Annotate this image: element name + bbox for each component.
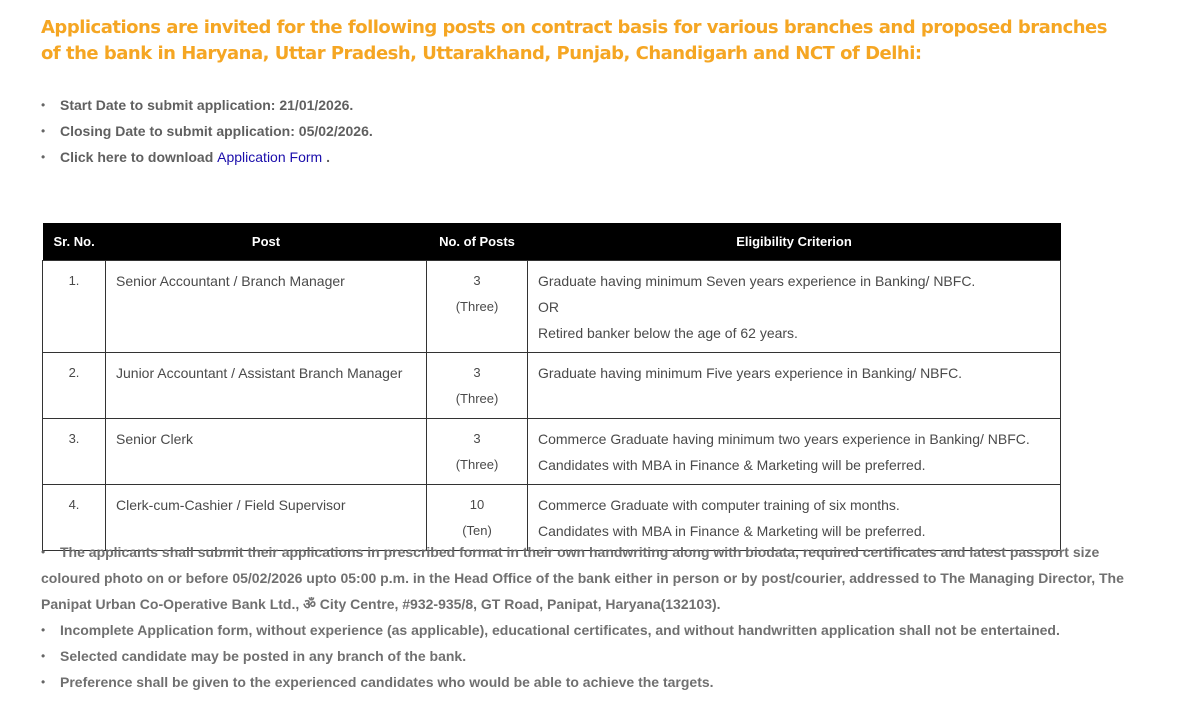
note-item: • Selected candidate may be posted in any branch of the bank. xyxy=(41,643,1151,669)
post-count xyxy=(427,353,528,419)
criterion-line: OR xyxy=(538,299,559,315)
table-row xyxy=(43,419,1061,485)
posts-table xyxy=(42,223,1061,551)
start-date: • Start Date to submit application: 21/01/2026. xyxy=(41,92,373,118)
download-prefix: Click here to download xyxy=(60,149,218,165)
sr-no: 3. xyxy=(43,419,106,485)
count-value: 3 xyxy=(473,365,481,380)
info-list xyxy=(41,92,373,170)
count-words: (Three) xyxy=(455,457,499,472)
table-row xyxy=(43,261,1061,353)
criterion-line: Commerce Graduate with computer training of six months. xyxy=(538,497,900,513)
post-name: Senior Accountant / Branch Manager xyxy=(106,261,427,353)
criterion-line: Graduate having minimum Seven years experience in Banking/ NBFC. xyxy=(538,273,976,289)
eligibility xyxy=(528,261,1061,353)
count-value: 3 xyxy=(473,431,481,446)
download-suffix: . xyxy=(322,149,330,165)
post-name: Clerk-cum-Cashier / Field Supervisor xyxy=(106,485,427,551)
application-form-link[interactable]: Application Form xyxy=(217,149,323,165)
note-item: • Incomplete Application form, without experience (as applicable), educational certificates, and without handwritten application shall not be entertained. xyxy=(41,617,1151,643)
closing-date: • Closing Date to submit application: 05/02/2026. xyxy=(41,118,373,144)
note-item: • The applicants shall submit their applications in prescribed format in their own handwriting along with biodata, required certificates and latest passport size coloured photo on or before 05/02/2026 upto 05:00 p.m. in the Head Office of the bank either in person or by post/courier, addressed to The Managing Director, The Panipat Urban Co-Operative Bank Ltd., ॐ City Centre, #932-935/8, GT Road, Panipat, Haryana(132103). xyxy=(41,539,1151,617)
download-item xyxy=(41,144,373,170)
table-header-row xyxy=(43,223,1061,261)
sr-no: 2. xyxy=(43,353,106,419)
count-value: 3 xyxy=(473,273,481,288)
header-no-of-posts: No. of Posts xyxy=(427,223,528,261)
eligibility xyxy=(528,353,1061,419)
note-item: • Preference shall be given to the experienced candidates who would be able to achieve the targets. xyxy=(41,669,1151,695)
sr-no: 4. xyxy=(43,485,106,551)
criterion-line: Commerce Graduate having minimum two years experience in Banking/ NBFC. xyxy=(538,431,1030,447)
notes-list xyxy=(41,539,1151,695)
header-eligibility: Eligibility Criterion xyxy=(528,223,1061,261)
criterion-line: Graduate having minimum Five years experience in Banking/ NBFC. xyxy=(538,365,963,381)
count-value: 10 xyxy=(469,497,485,512)
header-post: Post xyxy=(106,223,427,261)
post-count xyxy=(427,419,528,485)
sr-no: 1. xyxy=(43,261,106,353)
count-words: (Ten) xyxy=(462,523,492,538)
post-count xyxy=(427,261,528,353)
post-name: Senior Clerk xyxy=(106,419,427,485)
post-name: Junior Accountant / Assistant Branch Manager xyxy=(106,353,427,419)
header-sr-no: Sr. No. xyxy=(43,223,106,261)
count-words: (Three) xyxy=(455,299,499,314)
table-row xyxy=(43,353,1061,419)
count-words: (Three) xyxy=(455,391,499,406)
criterion-line: Candidates with MBA in Finance & Marketing will be preferred. xyxy=(538,523,926,539)
criterion-line: Retired banker below the age of 62 years. xyxy=(538,325,798,341)
eligibility xyxy=(528,419,1061,485)
criterion-line: Candidates with MBA in Finance & Marketing will be preferred. xyxy=(538,457,926,473)
page-heading: Applications are invited for the following posts on contract basis for various branches and proposed branches of the bank in Haryana, Uttar Pradesh, Uttarakhand, Punjab, Chandigarh and NCT of Delhi: xyxy=(41,17,1107,64)
